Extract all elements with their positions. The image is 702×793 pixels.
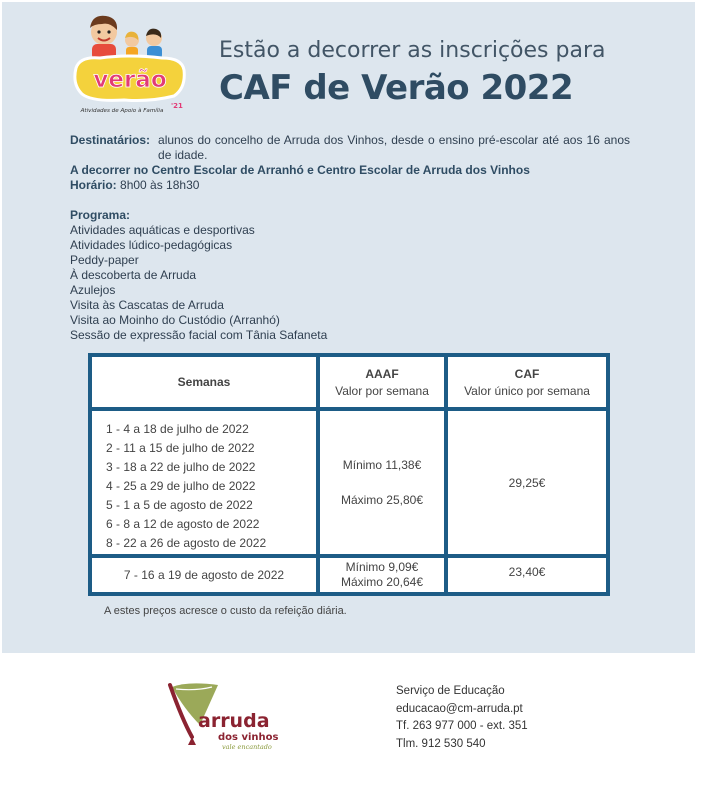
arruda-logo-sub: dos vinhos xyxy=(218,732,279,743)
programa-item: Atividades lúdico-pedagógicas xyxy=(70,238,233,252)
header-semanas xyxy=(92,357,316,407)
week-row: 6 - 8 a 12 de agosto de 2022 xyxy=(106,517,260,531)
headline-title: CAF de Verão 2022 xyxy=(219,68,574,108)
aaaf-range xyxy=(320,411,444,554)
contact-email[interactable]: educacao@cm-arruda.pt xyxy=(396,702,523,715)
contact-phone: Tf. 263 977 000 - ext. 351 xyxy=(396,720,528,732)
aaaf-min: Mínimo 11,38€ xyxy=(342,458,422,472)
week-row: 8 - 22 a 26 de agosto de 2022 xyxy=(106,536,267,550)
verao-logo-word: verão xyxy=(93,67,167,93)
last-caf xyxy=(448,558,606,592)
programa-item: Azulejos xyxy=(70,283,116,297)
verao-logo-year: '21 xyxy=(171,102,183,110)
programa-title: Programa: xyxy=(70,208,131,222)
header-caf xyxy=(448,357,606,407)
header-caf-title: CAF xyxy=(514,366,540,381)
aaaf-max: Máximo 25,80€ xyxy=(340,493,424,507)
price-note: A estes preços acresce o custo da refeição diária. xyxy=(104,605,347,617)
week-row: 4 - 25 a 29 de julho de 2022 xyxy=(106,479,256,493)
destinatarios-text: alunos do concelho de Arruda dos Vinhos, desde o ensino pré-escolar até aos 16 anos de idade. xyxy=(158,133,630,162)
contact-mobile: Tlm. 912 530 540 xyxy=(396,737,486,750)
programa-item: Sessão de expressão facial com Tânia Safaneta xyxy=(70,328,328,342)
last-aaaf-max: Máximo 20,64€ xyxy=(340,575,424,589)
last-aaaf xyxy=(320,558,444,592)
price-table xyxy=(88,353,610,596)
last-caf-text: 23,40€ xyxy=(508,565,546,579)
contact-service: Serviço de Educação xyxy=(396,685,505,697)
week-row: 1 - 4 a 18 de julho de 2022 xyxy=(106,422,249,436)
header-aaaf xyxy=(320,357,444,407)
info-block xyxy=(70,133,630,193)
horario-label: Horário: xyxy=(70,178,117,192)
horario-value: 8h00 às 18h30 xyxy=(120,178,200,192)
week-row: 2 - 11 a 15 de julho de 2022 xyxy=(106,441,255,455)
arruda-logo-name: arruda xyxy=(198,710,270,732)
programa-item: Atividades aquáticas e desportivas xyxy=(70,223,255,237)
location-text: A decorrer no Centro Escolar de Arranhó e Centro Escolar de Arruda dos Vinhos xyxy=(70,163,530,177)
programa-item: Visita ao Moinho do Custódio (Arranhó) xyxy=(70,313,280,327)
programa-block xyxy=(70,208,327,343)
verao-logo-tagline: Atividades de Apoio à Família xyxy=(80,108,164,114)
programa-item: À descoberta de Arruda xyxy=(70,268,197,282)
header-aaaf-sub: Valor por semana xyxy=(335,383,429,398)
arruda-logo-slogan: vale encantado xyxy=(222,743,272,751)
header-aaaf-title: AAAF xyxy=(365,366,399,381)
arruda-logo xyxy=(166,679,288,754)
header-caf-sub: Valor único por semana xyxy=(464,383,590,398)
header-semanas-label: Semanas xyxy=(177,375,231,389)
headline-intro: Estão a decorrer as inscrições para xyxy=(219,38,606,63)
programa-item: Visita às Cascatas de Arruda xyxy=(70,298,224,312)
week-row: 3 - 18 a 22 de julho de 2022 xyxy=(106,460,256,474)
programa-item: Peddy-paper xyxy=(70,253,139,267)
last-aaaf-min: Mínimo 9,09€ xyxy=(345,560,419,574)
caf-value xyxy=(448,411,606,554)
destinatarios-label: Destinatários: xyxy=(70,133,151,147)
weeks-list xyxy=(92,411,316,554)
last-week xyxy=(92,558,316,592)
last-week-text: 7 - 16 a 19 de agosto de 2022 xyxy=(123,568,285,582)
week-row: 5 - 1 a 5 de agosto de 2022 xyxy=(106,498,253,512)
contact-block xyxy=(396,683,528,753)
caf-value-text: 29,25€ xyxy=(508,475,546,490)
verao-logo xyxy=(70,10,190,114)
